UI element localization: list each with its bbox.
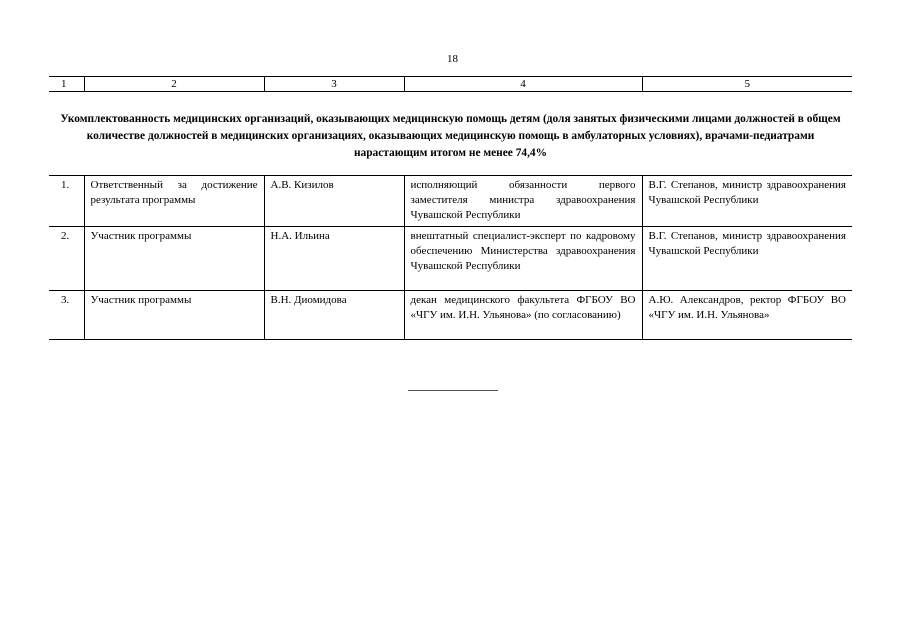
header-col-3: 3 <box>264 77 404 92</box>
row-supervisor: В.Г. Степанов, министр здравоохранения Чувашской Республики <box>642 176 852 227</box>
header-row <box>49 77 852 92</box>
row-person: Н.А. Ильина <box>264 227 404 291</box>
row-role: Участник программы <box>84 291 264 340</box>
row-number: 2. <box>49 227 84 291</box>
table-row <box>49 291 852 340</box>
row-position: декан медицинского факультета ФГБОУ ВО «ЧГУ им. И.Н. Ульянова» (по согласованию) <box>404 291 642 340</box>
row-position: исполняющий обязанности первого заместителя министра здравоохранения Чувашской Республики <box>404 176 642 227</box>
row-person: В.Н. Диомидова <box>264 291 404 340</box>
header-col-4: 4 <box>404 77 642 92</box>
end-divider <box>408 390 498 391</box>
responsibility-table <box>49 175 852 340</box>
header-col-5: 5 <box>642 77 852 92</box>
section-title: Укомплектованность медицинских организаций, оказывающих медицинскую помощь детям (доля занятых физическими лицами должностей в общем количестве должностей в медицинских организациях, оказывающих медицинскую помощь в амбулаторных условиях), врачами-педиатрами нарастающим итогом не менее 74,4% <box>60 113 841 159</box>
column-number-header <box>49 76 852 92</box>
row-number: 1. <box>49 176 84 227</box>
header-col-2: 2 <box>84 77 264 92</box>
header-col-1: 1 <box>49 77 84 92</box>
row-person: А.В. Кизилов <box>264 176 404 227</box>
row-supervisor: А.Ю. Александров, ректор ФГБОУ ВО «ЧГУ им. И.Н. Ульянова» <box>642 291 852 340</box>
page-number: 18 <box>447 53 458 65</box>
row-role: Ответственный за достижение результата программы <box>84 176 264 227</box>
row-role: Участник программы <box>84 227 264 291</box>
table-row <box>49 227 852 291</box>
table-row <box>49 176 852 227</box>
row-number: 3. <box>49 291 84 340</box>
row-position: внештатный специалист-эксперт по кадровому обеспечению Министерства здравоохранения Чувашской Республики <box>404 227 642 291</box>
row-supervisor: В.Г. Степанов, министр здравоохранения Чувашской Республики <box>642 227 852 291</box>
